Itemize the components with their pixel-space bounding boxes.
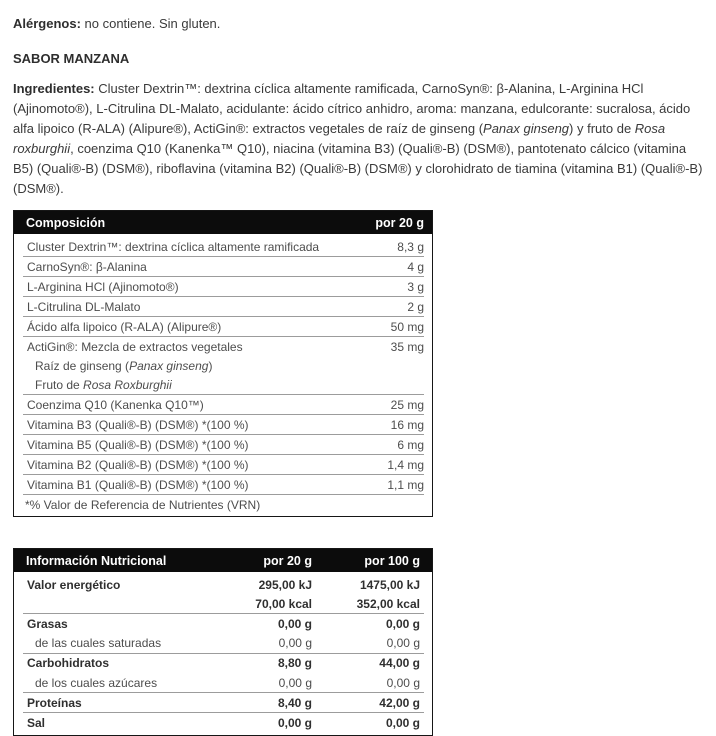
nutrition-row-value-per20g: 0,00 g [277, 715, 312, 730]
ingredients-paragraph [13, 79, 705, 199]
text-segment: ) y fruto de [569, 121, 635, 136]
nutrition-row-value-per100g: 0,00 g [386, 636, 420, 651]
composition-row-label [23, 340, 391, 354]
composition-row [23, 297, 424, 317]
composition-row [23, 337, 424, 356]
allergens-value: no contiene. Sin gluten. [80, 16, 221, 31]
composition-row-label [23, 378, 424, 392]
text-segment: ) [208, 358, 213, 373]
composition-row-value: 4 g [407, 259, 424, 274]
nutrition-row-value-per100g: 0,00 g [385, 616, 420, 631]
nutrition-row-label: Grasas [27, 616, 68, 631]
allergens-line [13, 16, 705, 31]
composition-row [23, 475, 424, 495]
nutrition-row-value-per20g: 0,00 g [277, 616, 312, 631]
composition-table-body [14, 234, 432, 516]
composition-row-label [23, 280, 407, 294]
nutrition-row-label: Valor energético [27, 577, 121, 592]
composition-row-value: 16 mg [390, 417, 424, 432]
nutrition-row-value-per20g: 295,00 kJ [258, 577, 312, 592]
nutrition-row [23, 713, 424, 732]
text-segment: Panax ginseng [129, 358, 209, 373]
text-segment: Vitamina B3 (Quali®-B) (DSM®) *(100 %) [27, 417, 249, 432]
nutrition-row [23, 693, 424, 713]
nutrition-col-per20g: por 20 g [263, 553, 312, 568]
composition-row [23, 237, 424, 257]
composition-row [23, 395, 424, 415]
text-segment: Panax ginseng [483, 121, 570, 136]
nutrition-row-value-per100g: 44,00 g [379, 656, 420, 671]
flavor-heading: SABOR MANZANA [13, 51, 130, 66]
composition-table-header [14, 211, 432, 234]
nutrition-row-value-per100g: 352,00 kcal [356, 596, 420, 611]
text-segment: Vitamina B2 (Quali®-B) (DSM®) *(100 %) [27, 457, 249, 472]
nutrition-row [23, 673, 424, 693]
nutrition-table-title: Información Nutricional [26, 553, 167, 568]
composition-row-label [23, 418, 391, 432]
composition-row-label [23, 478, 387, 492]
nutrition-row-value-per100g: 0,00 g [386, 675, 420, 690]
text-segment: Rosa roxburghii [13, 121, 666, 156]
composition-row-value: 3 g [407, 279, 424, 294]
composition-row-label [23, 458, 387, 472]
nutrition-row-value-per20g: 8,40 g [277, 695, 312, 710]
text-segment: , coenzima Q10 (Kanenka™ Q10), niacina (vitamina B3) (Quali®-B) (DSM®), pantotenato cálcico (vitamina B5) (Quali®-B) (DSM®), riboflavina (vitamina B2) (Quali®-B) (DSM®) y clorohidrato de tiamina (vitamina B1) (Quali®-B) (DSM®). [13, 141, 703, 196]
nutrition-row-label: Carbohidratos [27, 656, 110, 671]
composition-row-value: 1,4 mg [387, 457, 424, 472]
composition-row-label [23, 320, 391, 334]
composition-row [23, 356, 424, 375]
text-segment: ActiGin®: Mezcla de extractos vegetales [27, 339, 243, 354]
nutrition-row-label: de los cuales azúcares [35, 675, 158, 690]
nutrition-row-label: Sal [27, 715, 46, 730]
nutrition-row [23, 614, 424, 633]
composition-row-label [23, 398, 391, 412]
text-segment: CarnoSyn®: β-Alanina [27, 259, 147, 274]
text-segment: Cluster Dextrin™: dextrina cíclica altamente ramificada [27, 239, 320, 254]
composition-row [23, 257, 424, 277]
nutrition-table-header [14, 549, 432, 572]
text-segment: Vitamina B1 (Quali®-B) (DSM®) *(100 %) [27, 477, 249, 492]
nutrition-row-value-per20g: 8,80 g [277, 656, 312, 671]
composition-row-label [23, 359, 424, 373]
composition-col-per20g: por 20 g [375, 215, 424, 230]
nutrition-row-value-per100g: 0,00 g [385, 715, 420, 730]
text-segment: Rosa Roxburghii [83, 377, 172, 392]
nutrition-row [23, 594, 424, 614]
composition-row-value: 6 mg [397, 437, 424, 452]
nutrition-row-value-per20g: 0,00 g [278, 636, 312, 651]
composition-row-value: 8,3 g [397, 239, 424, 254]
text-segment: L-Arginina HCl (Ajinomoto®) [27, 279, 179, 294]
composition-row-value: 50 mg [390, 319, 424, 334]
composition-row-value: 2 g [407, 299, 424, 314]
nutrition-row [23, 634, 424, 654]
composition-row [23, 277, 424, 297]
nutrition-table [13, 548, 433, 736]
text-segment: Vitamina B5 (Quali®-B) (DSM®) *(100 %) [27, 437, 249, 452]
nutrition-col-per100g: por 100 g [364, 553, 420, 568]
text-segment: Ingredientes: [13, 81, 95, 96]
composition-row-label [23, 438, 397, 452]
composition-row-value: 25 mg [390, 397, 424, 412]
nutrition-row [23, 654, 424, 673]
text-segment: Ácido alfa lipoico (R-ALA) (Alipure®) [27, 319, 222, 334]
composition-footnote: *% Valor de Referencia de Nutrientes (VRN) [25, 497, 261, 512]
text-segment: Coenzima Q10 (Kanenka Q10™) [27, 397, 204, 412]
composition-row [23, 435, 424, 455]
composition-table [13, 210, 433, 517]
nutrition-row-label: Proteínas [27, 695, 82, 710]
composition-row-label [23, 300, 407, 314]
composition-row [23, 415, 424, 435]
text-segment: Cluster Dextrin™: dextrina cíclica altamente ramificada, CarnoSyn®: β-Alanina, L-Arginina HCl (Ajinomoto®), L-Citrulina DL-Malato, acidulante: ácido cítrico anhidro, aroma: manzana, edulcorante: sucralosa, ácido alfa lipoico (R-ALA) (Alipure®), ActiGin®: extractos vegetales de raíz de ginseng ( [13, 81, 691, 136]
composition-row-label [23, 240, 397, 254]
nutrition-row-label: de las cuales saturadas [35, 636, 162, 651]
nutrition-table-body [14, 572, 432, 735]
nutrition-row [23, 575, 424, 594]
allergens-label: Alérgenos: [13, 16, 81, 31]
text-segment: Fruto de [35, 377, 84, 392]
text-segment: L-Citrulina DL-Malato [27, 299, 141, 314]
composition-row [23, 317, 424, 337]
composition-row [23, 375, 424, 395]
nutrition-row-value-per20g: 70,00 kcal [255, 596, 312, 611]
composition-row-value: 1,1 mg [387, 477, 424, 492]
composition-row [23, 455, 424, 475]
nutrition-row-value-per100g: 42,00 g [379, 695, 420, 710]
nutrition-row-value-per100g: 1475,00 kJ [359, 577, 420, 592]
text-segment: Raíz de ginseng ( [35, 358, 130, 373]
composition-row-value: 35 mg [390, 339, 424, 354]
composition-row-label [23, 260, 407, 274]
composition-table-title: Composición [26, 215, 106, 230]
nutrition-row-value-per20g: 0,00 g [278, 675, 312, 690]
